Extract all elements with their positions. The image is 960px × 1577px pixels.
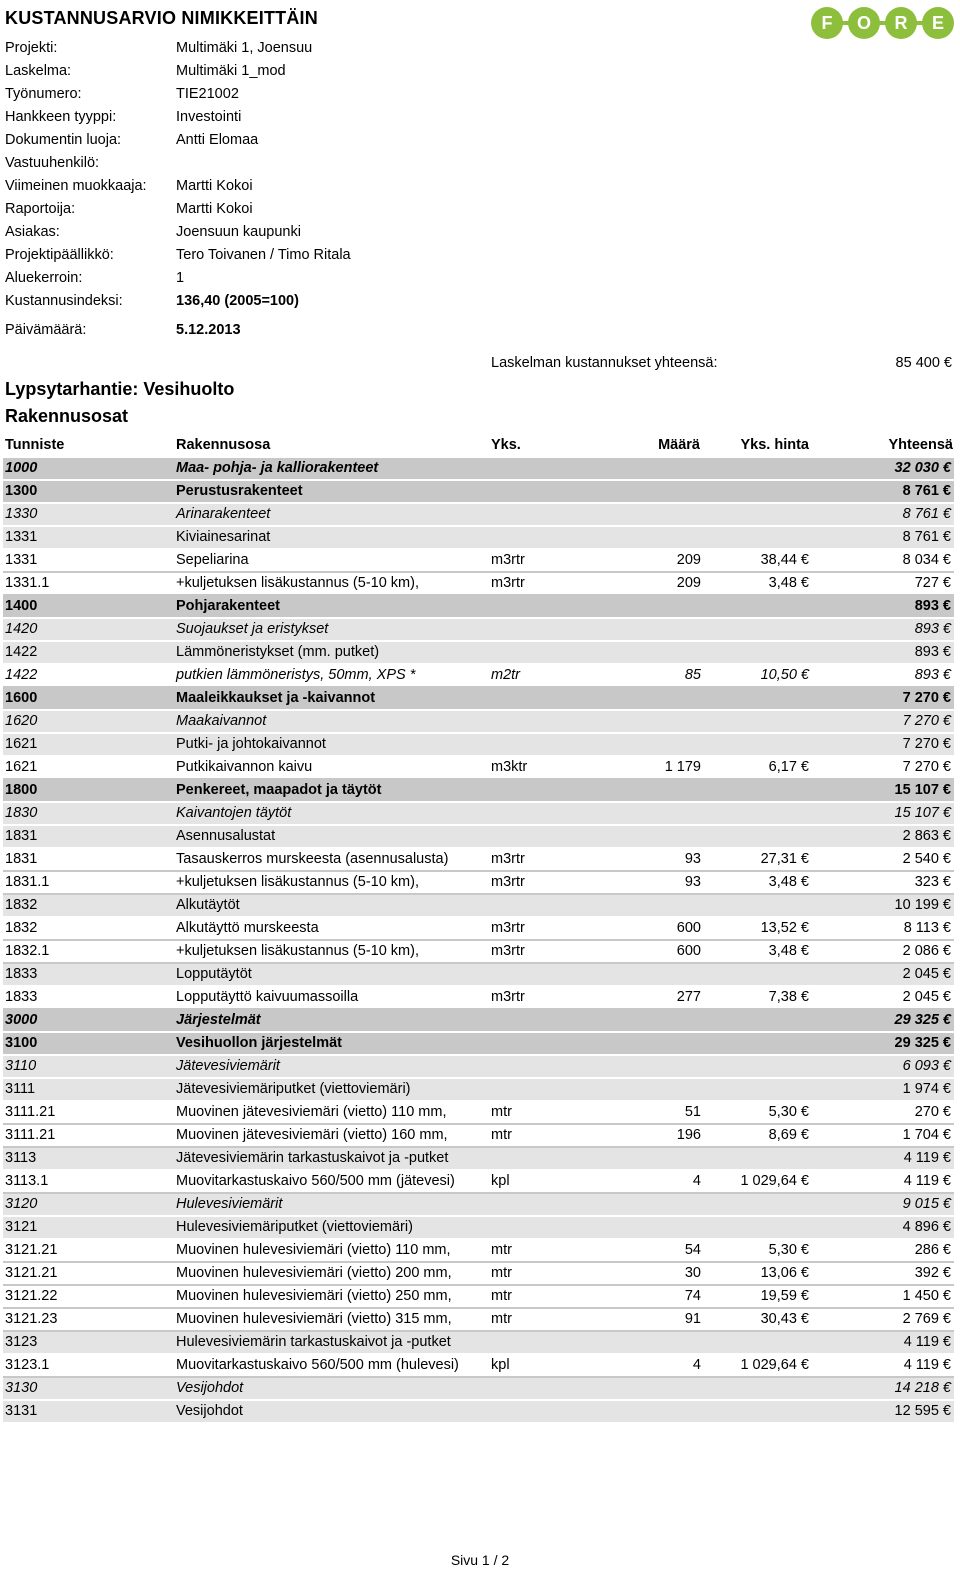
cell-total: 2 045 €: [902, 966, 951, 982]
meta-label: Työnumero:: [5, 86, 82, 102]
cell-unit: kpl: [491, 1173, 510, 1189]
cell-name: Kaivantojen täytöt: [176, 805, 292, 821]
cell-id: 3111: [5, 1081, 36, 1097]
table-row: [3, 1240, 954, 1263]
cell-id: 3111.21: [5, 1127, 56, 1143]
cell-total: 8 761 €: [902, 529, 951, 545]
cell-id: 3123.1: [5, 1357, 50, 1373]
cell-id: 1422: [5, 644, 38, 660]
meta-label: Viimeinen muokkaaja:: [5, 178, 147, 194]
cell-id: 3000: [5, 1012, 38, 1028]
meta-label: Asiakas:: [5, 224, 60, 240]
table-row: [3, 481, 954, 504]
table-row: [3, 1056, 954, 1079]
meta-value: TIE21002: [176, 86, 239, 102]
cell-name: Sepeliarina: [176, 552, 249, 568]
cell-total: 8 034 €: [902, 552, 951, 568]
cell-qty: 93: [684, 874, 701, 890]
page-number: Sivu 1 / 2: [450, 1552, 510, 1568]
meta-value: Tero Toivanen / Timo Ritala: [176, 247, 351, 263]
cell-name: Lämmöneristykset (mm. putket): [176, 644, 380, 660]
meta-value: 5.12.2013: [176, 322, 241, 338]
cell-qty: 51: [684, 1104, 701, 1120]
col-price-header: Yks. hinta: [740, 437, 809, 453]
logo-letter: F: [821, 13, 833, 33]
cell-id: 1800: [5, 782, 38, 798]
cell-qty: 1 179: [664, 759, 701, 775]
cell-id: 1000: [5, 460, 38, 476]
cell-name: Maakaivannot: [176, 713, 267, 729]
cell-id: 1833: [5, 989, 38, 1005]
table-row: [3, 688, 954, 711]
cell-id: 3121: [5, 1219, 38, 1235]
cell-name: Muovinen hulevesiviemäri (vietto) 200 mm,: [176, 1265, 452, 1281]
cell-id: 3111.21: [5, 1104, 56, 1120]
cell-name: Muovinen hulevesiviemäri (vietto) 250 mm,: [176, 1288, 452, 1304]
fore-logo: [810, 6, 956, 40]
cell-id: 1600: [5, 690, 38, 706]
meta-value: Multimäki 1_mod: [176, 63, 286, 79]
meta-value: Multimäki 1, Joensuu: [176, 40, 313, 56]
meta-label: Projektipäällikkö:: [5, 247, 114, 263]
table-row: [3, 780, 954, 803]
col-id-header: Tunniste: [5, 437, 65, 453]
table-row: [3, 918, 954, 941]
meta-value: 136,40 (2005=100): [176, 293, 299, 309]
cell-id: 1300: [5, 483, 38, 499]
cell-name: Kiviainesarinat: [176, 529, 271, 545]
calculation-subtitle: Lypsytarhantie: Vesihuolto: [5, 379, 235, 399]
cell-name: Muovinen hulevesiviemäri (vietto) 315 mm,: [176, 1311, 452, 1327]
table-row: [3, 1378, 954, 1401]
table-row: [3, 757, 954, 780]
cell-name: Lopputäytöt: [176, 966, 252, 982]
table-row: [3, 1355, 954, 1378]
cell-name: Alkutäytöt: [176, 897, 240, 913]
cell-price: 1 029,64 €: [740, 1357, 809, 1373]
cell-price: 3,48 €: [768, 874, 809, 890]
table-row: [3, 1332, 954, 1355]
cell-qty: 209: [676, 552, 701, 568]
cell-name: +kuljetuksen lisäkustannus (5-10 km),: [176, 575, 419, 591]
cell-id: 1831: [5, 828, 38, 844]
cell-unit: mtr: [491, 1265, 512, 1281]
cell-total: 4 896 €: [902, 1219, 951, 1235]
table-row: [3, 1010, 954, 1033]
cell-id: 1331: [5, 529, 38, 545]
cell-unit: m3rtr: [491, 851, 525, 867]
meta-value: Martti Kokoi: [176, 178, 253, 194]
cell-qty: 54: [684, 1242, 701, 1258]
cell-qty: 93: [684, 851, 701, 867]
cell-id: 1831: [5, 851, 38, 867]
cell-total: 15 107 €: [894, 782, 951, 798]
cell-unit: m3ktr: [491, 759, 528, 775]
table-row: [3, 1079, 954, 1102]
cell-name: +kuljetuksen lisäkustannus (5-10 km),: [176, 943, 419, 959]
cell-id: 1331: [5, 552, 38, 568]
cell-id: 3130: [5, 1380, 38, 1396]
cell-name: Hulevesiviemäriputket (viettoviemäri): [176, 1219, 413, 1235]
cell-total: 323 €: [914, 874, 951, 890]
cell-id: 1331.1: [5, 575, 50, 591]
cell-total: 4 119 €: [903, 1334, 951, 1350]
cell-qty: 91: [684, 1311, 701, 1327]
table-row: [3, 1401, 954, 1424]
cell-unit: mtr: [491, 1311, 512, 1327]
cell-unit: mtr: [491, 1288, 512, 1304]
cell-id: 1621: [5, 736, 38, 752]
cell-name: Asennusalustat: [176, 828, 276, 844]
cell-id: 3110: [5, 1058, 37, 1074]
cell-id: 3121.21: [5, 1242, 58, 1258]
cell-qty: 4: [692, 1173, 701, 1189]
cell-total: 2 086 €: [902, 943, 951, 959]
cell-price: 13,06 €: [760, 1265, 809, 1281]
cell-total: 6 093 €: [902, 1058, 951, 1074]
col-qty-header: Määrä: [658, 437, 700, 453]
cell-name: Putkikaivannon kaivu: [176, 759, 313, 775]
cell-name: Muovitarkastuskaivo 560/500 mm (jätevesi): [176, 1173, 455, 1189]
table-row: [3, 711, 954, 734]
table-row: [3, 596, 954, 619]
cell-name: Vesijohdot: [176, 1380, 244, 1396]
cell-total: 8 761 €: [902, 506, 951, 522]
cell-id: 3131: [5, 1403, 38, 1419]
cell-name: Suojaukset ja eristykset: [176, 621, 329, 637]
cell-name: Muovinen hulevesiviemäri (vietto) 110 mm,: [176, 1242, 451, 1258]
cell-id: 3113: [5, 1150, 37, 1166]
cell-total: 2 863 €: [902, 828, 951, 844]
cell-id: 3123: [5, 1334, 38, 1350]
cell-total: 893 €: [914, 644, 951, 660]
cell-total: 12 595 €: [894, 1403, 951, 1419]
cell-name: Maaleikkaukset ja -kaivannot: [176, 690, 376, 706]
table-row: [3, 1033, 954, 1056]
cell-unit: mtr: [491, 1242, 512, 1258]
table-row: [3, 619, 954, 642]
cell-name: Muovinen jätevesiviemäri (vietto) 110 mm,: [176, 1104, 447, 1120]
cell-qty: 4: [692, 1357, 701, 1373]
cell-qty: 74: [684, 1288, 701, 1304]
cell-name: Jätevesiviemärit: [176, 1058, 280, 1074]
cell-unit: m3rtr: [491, 989, 525, 1005]
cell-qty: 277: [676, 989, 701, 1005]
cell-qty: 196: [676, 1127, 701, 1143]
cell-name: putkien lämmöneristys, 50mm, XPS *: [176, 667, 416, 683]
cell-name: Muovitarkastuskaivo 560/500 mm (hulevesi): [176, 1357, 459, 1373]
meta-label: Hankkeen tyyppi:: [5, 109, 117, 125]
table-row: [3, 504, 954, 527]
cell-id: 3120: [5, 1196, 38, 1212]
cell-total: 893 €: [914, 598, 951, 614]
cell-total: 2 540 €: [902, 851, 951, 867]
cell-name: Jätevesiviemäriputket (viettoviemäri): [176, 1081, 411, 1097]
cell-id: 1830: [5, 805, 38, 821]
cell-name: Arinarakenteet: [176, 506, 271, 522]
meta-label: Päivämäärä:: [5, 322, 87, 338]
cell-price: 6,17 €: [768, 759, 809, 775]
cell-price: 5,30 €: [768, 1242, 809, 1258]
meta-value: Joensuun kaupunki: [176, 224, 301, 240]
cell-unit: m3rtr: [491, 943, 525, 959]
meta-label: Kustannusindeksi:: [5, 293, 123, 309]
cell-total: 32 030 €: [894, 460, 951, 476]
cell-unit: mtr: [491, 1127, 512, 1143]
table-row: [3, 849, 954, 872]
cell-name: +kuljetuksen lisäkustannus (5-10 km),: [176, 874, 419, 890]
cell-price: 1 029,64 €: [740, 1173, 809, 1189]
meta-label: Laskelma:: [5, 63, 72, 79]
cell-id: 1832: [5, 920, 38, 936]
cell-price: 30,43 €: [760, 1311, 809, 1327]
cell-price: 3,48 €: [768, 943, 809, 959]
cell-qty: 30: [684, 1265, 701, 1281]
cell-price: 27,31 €: [760, 851, 809, 867]
logo-letter: E: [931, 13, 945, 33]
cell-id: 3121.21: [5, 1265, 58, 1281]
cell-unit: mtr: [491, 1104, 512, 1120]
cell-unit: m3rtr: [491, 575, 525, 591]
cell-unit: m2tr: [491, 667, 520, 683]
table-row: [3, 642, 954, 665]
cell-total: 7 270 €: [902, 759, 951, 775]
meta-label: Raportoija:: [5, 201, 76, 217]
meta-label: Vastuuhenkilö:: [5, 155, 100, 171]
meta-label: Dokumentin luoja:: [5, 132, 122, 148]
cell-name: Alkutäyttö murskeesta: [176, 920, 319, 936]
table-row: [3, 550, 954, 573]
cell-name: Vesijohdot: [176, 1403, 243, 1419]
cell-total: 1 704 €: [902, 1127, 951, 1143]
cell-price: 10,50 €: [760, 667, 809, 683]
cell-qty: 85: [684, 667, 701, 683]
cell-name: Muovinen jätevesiviemäri (vietto) 160 mm,: [176, 1127, 448, 1143]
cell-id: 1620: [5, 713, 38, 729]
report-title: KUSTANNUSARVIO NIMIKKEITTÄIN: [5, 8, 318, 28]
cell-name: Vesihuollon järjestelmät: [176, 1035, 342, 1051]
cell-id: 3121.22: [5, 1288, 58, 1304]
table-row: [3, 987, 954, 1010]
cell-name: Järjestelmät: [176, 1012, 261, 1028]
table-row: [3, 1102, 954, 1125]
logo-letter: O: [856, 13, 872, 33]
cell-qty: 600: [676, 943, 701, 959]
cell-name: Maa- pohja- ja kalliorakenteet: [176, 460, 379, 476]
cell-id: 1832: [5, 897, 38, 913]
table-row: [3, 665, 954, 688]
cell-price: 3,48 €: [768, 575, 809, 591]
meta-value: Investointi: [176, 109, 242, 125]
cell-id: 3100: [5, 1035, 38, 1051]
cell-name: Putki- ja johtokaivannot: [176, 736, 326, 752]
cell-price: 5,30 €: [768, 1104, 809, 1120]
cell-unit: m3rtr: [491, 874, 525, 890]
table-row: [3, 872, 954, 895]
table-row: [3, 1309, 954, 1332]
cell-total: 8 761 €: [902, 483, 951, 499]
cell-id: 3121.23: [5, 1311, 58, 1327]
cell-total: 2 769 €: [902, 1311, 951, 1327]
cell-price: 13,52 €: [760, 920, 809, 936]
cell-total: 727 €: [914, 575, 951, 591]
table-row: [3, 941, 954, 964]
col-name-header: Rakennusosa: [176, 437, 271, 453]
col-total-header: Yhteensä: [888, 437, 953, 453]
cell-total: 2 045 €: [902, 989, 951, 1005]
cell-name: Hulevesiviemärit: [176, 1196, 283, 1212]
cell-total: 9 015 €: [902, 1196, 951, 1212]
cell-id: 1621: [5, 759, 38, 775]
meta-value: 1: [176, 270, 185, 286]
logo-letter: R: [894, 13, 908, 33]
table-row: [3, 1148, 954, 1171]
cell-total: 14 218 €: [894, 1380, 951, 1396]
cell-price: 8,69 €: [768, 1127, 809, 1143]
table-row: [3, 1125, 954, 1148]
cell-total: 893 €: [914, 621, 951, 637]
table-row: [3, 1286, 954, 1309]
cell-unit: m3rtr: [491, 552, 525, 568]
cell-total: 15 107 €: [894, 805, 951, 821]
col-unit-header: Yks.: [491, 437, 521, 453]
total-cost-label: Laskelman kustannukset yhteensä:: [491, 355, 718, 371]
cell-name: Jätevesiviemärin tarkastuskaivot ja -putket: [176, 1150, 449, 1166]
cell-total: 893 €: [914, 667, 951, 683]
cell-total: 4 119 €: [903, 1150, 951, 1166]
meta-value: Antti Elomaa: [176, 132, 259, 148]
cell-id: 1330: [5, 506, 38, 522]
cell-total: 1 974 €: [902, 1081, 951, 1097]
cell-name: Perustusrakenteet: [176, 483, 303, 499]
meta-label: Aluekerroin:: [5, 270, 83, 286]
section-title: Rakennusosat: [5, 406, 129, 426]
cell-total: 29 325 €: [894, 1012, 951, 1028]
cell-total: 29 325 €: [894, 1035, 951, 1051]
cell-total: 4 119 €: [903, 1357, 951, 1373]
cell-total: 10 199 €: [894, 897, 951, 913]
cell-unit: m3rtr: [491, 920, 525, 936]
table-row: [3, 1171, 954, 1194]
table-header: [5, 437, 953, 457]
table-row: [3, 458, 954, 481]
table-row: [3, 826, 954, 849]
cell-total: 8 113 €: [903, 920, 951, 936]
cell-total: 1 450 €: [902, 1288, 951, 1304]
cell-price: 7,38 €: [768, 989, 809, 1005]
cell-name: Pohjarakenteet: [176, 598, 280, 614]
cell-total: 270 €: [914, 1104, 951, 1120]
table-row: [3, 1217, 954, 1240]
cell-id: 1422: [5, 667, 38, 683]
cell-id: 1400: [5, 598, 38, 614]
table-row: [3, 1263, 954, 1286]
cell-unit: kpl: [491, 1357, 510, 1373]
table-row: [3, 527, 954, 550]
table-row: [3, 895, 954, 918]
meta-value: Martti Kokoi: [176, 201, 253, 217]
cell-total: 4 119 €: [903, 1173, 951, 1189]
cell-qty: 600: [676, 920, 701, 936]
cell-price: 19,59 €: [760, 1288, 809, 1304]
cell-id: 1420: [5, 621, 38, 637]
cell-total: 286 €: [914, 1242, 951, 1258]
table-row: [3, 734, 954, 757]
cell-total: 392 €: [914, 1265, 951, 1281]
cell-total: 7 270 €: [902, 713, 951, 729]
cell-total: 7 270 €: [902, 736, 951, 752]
table-row: [3, 964, 954, 987]
cell-id: 1833: [5, 966, 38, 982]
meta-label: Projekti:: [5, 40, 58, 56]
cell-qty: 209: [676, 575, 701, 591]
cell-name: Lopputäyttö kaivuumassoilla: [176, 989, 359, 1005]
cell-name: Tasauskerros murskeesta (asennusalusta): [176, 851, 449, 867]
cell-price: 38,44 €: [760, 552, 809, 568]
total-cost: [491, 355, 952, 371]
cell-name: Hulevesiviemärin tarkastuskaivot ja -putket: [176, 1334, 451, 1350]
cell-total: 7 270 €: [902, 690, 951, 706]
total-cost-value: 85 400 €: [895, 355, 952, 371]
cell-id: 1832.1: [5, 943, 50, 959]
cell-id: 3113.1: [5, 1173, 49, 1189]
cell-name: Penkereet, maapadot ja täytöt: [176, 782, 382, 798]
table-row: [3, 573, 954, 596]
cell-id: 1831.1: [5, 874, 50, 890]
table-row: [3, 1194, 954, 1217]
table-row: [3, 803, 954, 826]
